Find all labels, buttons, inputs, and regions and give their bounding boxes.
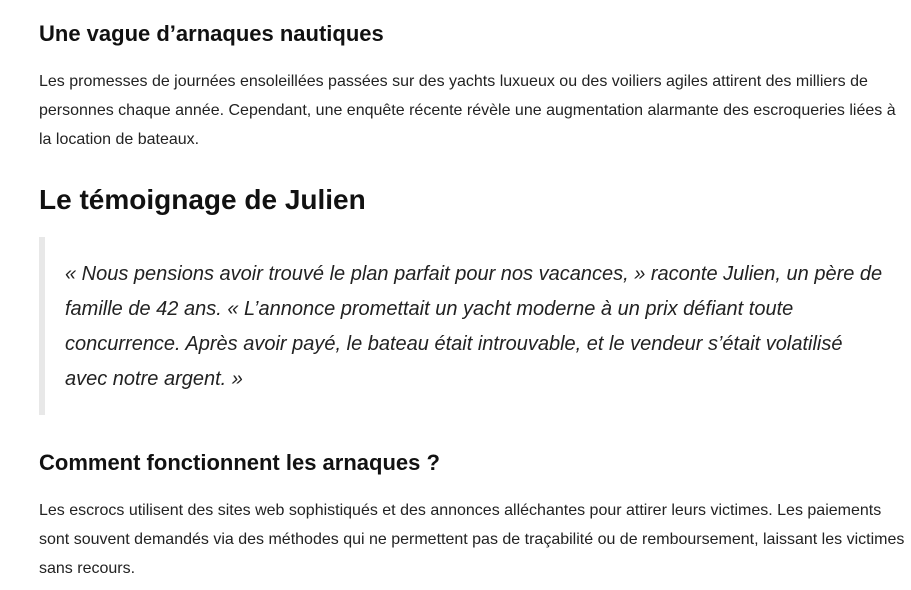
section-paragraph-scam-wave: Les promesses de journées ensoleillées passées sur des yachts luxueux ou des voiliers agiles attirent des milliers de personnes chaque année. Cependant, une enquête récente révèle une augmentation alarmante des escroqueries liées à la location de bateaux. — [39, 73, 896, 148]
section-heading-scam-wave: Une vague d’arnaques nautiques — [39, 21, 384, 46]
section-paragraph-how-it-works: Les escrocs utilisent des sites web sophistiqués et des annonces alléchantes pour attirer leurs victimes. Les paiements sont souvent demandés via des méthodes qui ne permettent pas de traçabilité ou de remboursement, laissant les victimes sans recours. — [39, 502, 905, 577]
section-heading-how-it-works: Comment fonctionnent les arnaques ? — [39, 450, 440, 475]
section-heading-testimony: Le témoignage de Julien — [39, 184, 366, 215]
testimony-quote-text: « Nous pensions avoir trouvé le plan parfait pour nos vacances, » raconte Julien, un père de famille de 42 ans. « L’annonce promettait un yacht moderne à un prix défiant toute concurrence. Après avoir payé, le bateau était introuvable, et le vendeur s’était volatilisé avec notre argent. » — [65, 263, 883, 390]
testimony-blockquote — [39, 237, 899, 415]
